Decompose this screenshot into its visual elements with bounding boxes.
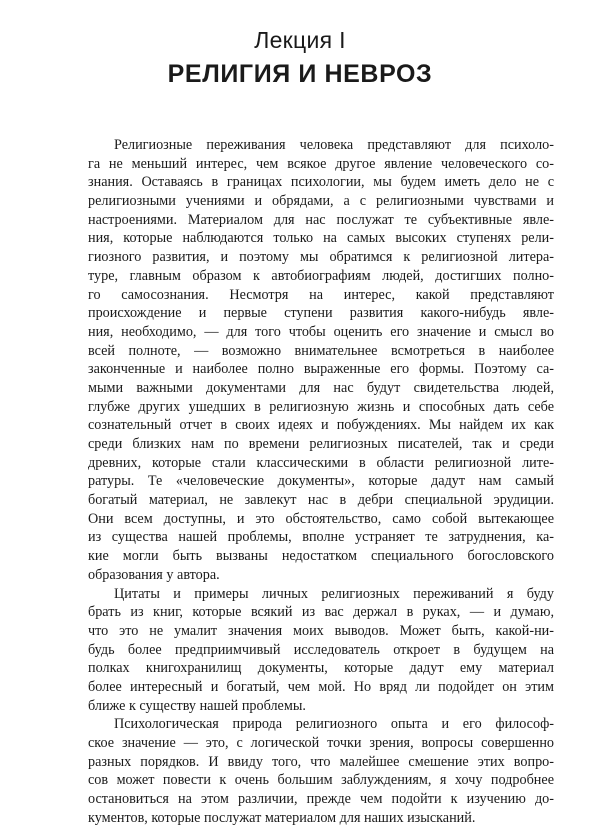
- text-line: более интересный и богатый, чем мой. Но вряд ли подойдет он этим: [88, 678, 554, 695]
- text-line: туре, главным образом к автобиографиям людей, достигших полно-: [88, 267, 554, 284]
- text-line: Они всем доступны, и это обстоятельство, само собой вытекающее: [88, 510, 554, 527]
- text-line: гиозного развития, и поэтому мы обратимся к религиозной литера-: [88, 249, 554, 266]
- paragraph-2: [88, 585, 554, 716]
- text-line: древних, которые стали классическими в области религиозной лите-: [88, 454, 554, 471]
- text-line: из существа нашей проблемы, вполне устраняет те затруднения, ка-: [88, 529, 554, 546]
- paragraph-1: [88, 136, 554, 585]
- text-line: законченные и наиболее полно выраженные его формы. Поэтому са-: [88, 361, 554, 378]
- text-line: Цитаты и примеры личных религиозных переживаний я буду: [114, 585, 554, 602]
- text-line: разных порядков. И ввиду того, что малейшее смешение этих вопро-: [88, 753, 554, 770]
- lecture-heading: [0, 0, 600, 90]
- text-line: богатый материал, не завлекут нас в дебри специальной эрудиции.: [88, 492, 554, 509]
- text-line: всей полноте, — возможно внимательнее всмотреться в наиболее: [88, 342, 554, 359]
- text-line: го самосознания. Несмотря на интерес, какой представляют: [88, 286, 554, 303]
- text-line: ближе к существу нашей проблемы.: [88, 697, 306, 714]
- text-line: религиозными учениями и обрядами, а с религиозными чувствами и: [88, 193, 554, 210]
- text-line: сов может повести к очень большим заблуждениям, я хочу подробнее: [88, 772, 554, 789]
- text-line: настроениями. Материалом для нас послужат те субъективные явле-: [88, 211, 554, 228]
- lecture-title: РЕЛИГИЯ И НЕВРОЗ: [167, 60, 433, 88]
- text-line: кие могли быть вызваны недостатком специального богословского: [88, 548, 554, 565]
- body-text: [88, 136, 554, 827]
- text-line: знания. Оставаясь в границах психологии, мы будем иметь дело не с: [88, 174, 554, 191]
- text-line: брать из книг, которые всякий из вас держал в руках, — и думаю,: [88, 604, 554, 621]
- text-line: ратуры. Те «человеческие документы», которые дадут нам самый: [88, 473, 554, 490]
- text-line: что это не умалит значения моих выводов. Может быть, какой-ни-: [88, 622, 554, 639]
- text-line: ния, которые наблюдаются только на самых высоких ступенях рели-: [88, 230, 554, 247]
- text-line: образования у автора.: [88, 566, 220, 583]
- paragraph-3: [88, 715, 554, 827]
- text-line: Психологическая природа религиозного опыта и его философ-: [114, 716, 554, 733]
- text-line: ское значение — это, с логической точки зрения, вопросы совершенно: [88, 735, 554, 751]
- text-line: будь более предприимчивый исследователь откроет в будущем на: [88, 641, 554, 658]
- text-line: Религиозные переживания человека представляют для психоло-: [114, 137, 554, 153]
- text-line: сознательный отчет в своих идеях и побуждениях. Мы найдем их как: [88, 417, 554, 434]
- text-line: полках книгохранилищ документы, которые дадут ему материал: [88, 660, 554, 677]
- lecture-number: Лекция I: [254, 27, 346, 53]
- text-line: происхождение и первые ступени развития какого-нибудь явле-: [88, 305, 554, 322]
- text-line: ния, необходимо, — для того чтобы оценить его значение и смысл во: [88, 323, 554, 340]
- text-line: глубже других ушедших в религиозную жизнь и способных дать себе: [88, 398, 554, 415]
- text-line: га не меньший интерес, чем всякое другое явление человеческого со-: [88, 155, 554, 172]
- text-line: кументов, которые послужат материалом для наших изысканий.: [88, 809, 476, 826]
- text-line: мыми важными документами для нас будут свидетельства людей,: [88, 379, 554, 396]
- text-line: остановиться на этом различии, прежде чем подойти к изучению до-: [88, 791, 554, 808]
- text-line: среди близких нам по времени религиозных писателей, так и среди: [88, 436, 554, 452]
